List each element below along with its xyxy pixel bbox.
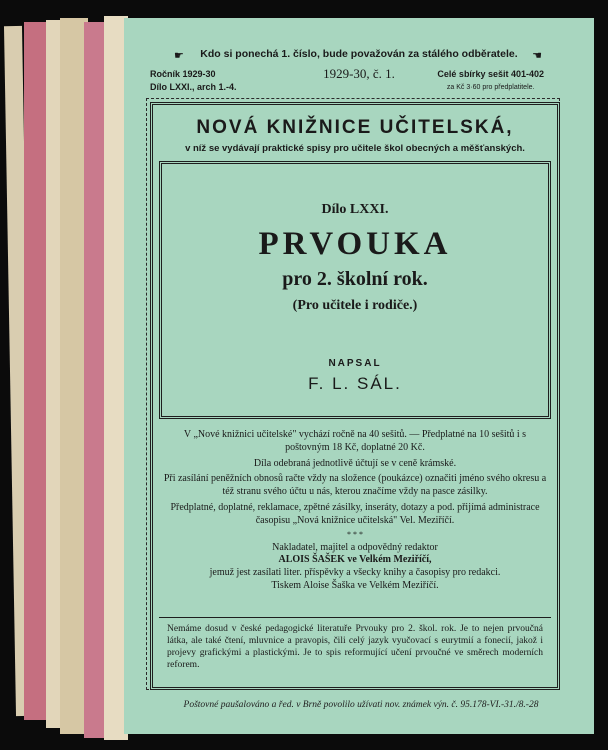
book-title: PRVOUKA xyxy=(258,226,452,262)
info-paragraph: Díla odebraná jednotlivě účtují se v ceně krámské. xyxy=(253,457,457,469)
title-box xyxy=(159,161,551,419)
part-label: Dílo LXXI., arch 1.-4. xyxy=(150,82,237,92)
publisher-note: jemuž jest zasílati liter. příspěvky a všecky knihy a časopisy pro redakci. xyxy=(209,567,501,579)
work-number: Dílo LXXI. xyxy=(321,202,389,217)
series-title: NOVÁ KNIŽNICE UČITELSKÁ, xyxy=(196,117,514,138)
book-description: Nemáme dosud v české pedagogické literatuře Prvouky pro 2. škol. rok. Je to nejen prvoučná látka, ale také čtení, mluvnice a pravopis, čili celý jazyk vyučovací s eurytmií a fonecií, jakož i projevy grafickými a plastickými. Je to spis reformující učení prvoučné ve směrech moderních reforem. xyxy=(167,624,543,670)
author-label: NAPSAL xyxy=(328,358,382,369)
asterism-ornament: * * * xyxy=(347,529,363,539)
collection-label: Celé sbírky sešit 401-402 xyxy=(437,69,544,79)
publisher-name: ALOIS ŠAŠEK ve Velkém Meziříčí, xyxy=(278,554,432,566)
subscription-notice: Kdo si ponechá 1. číslo, bude považován za stálého odběratele. xyxy=(200,48,518,60)
cover-frame xyxy=(150,102,560,690)
publisher-line: Nakladatel, majitel a odpovědný redaktor xyxy=(272,541,438,553)
collection-meta xyxy=(437,68,544,94)
price-note: za Kč 3·60 pro předplatitele. xyxy=(446,84,535,91)
info-paragraph: V „Nové knižnici učitelské" vychází ročně na 40 sešitů. — Předplatné na 10 sešitů i s poštovným 18 Kč, doplatné 20 Kč. xyxy=(183,429,527,453)
info-paragraph: Předplatné, doplatné, reklamace, zpětné zásilky, inseráty, dotazy a pod. přijímá administrace časopisu „Nová knižnice učitelská" Vel. Meziříčí. xyxy=(170,501,540,526)
pointing-hand-icon: ☛ xyxy=(174,50,184,62)
author-name: F. L. SÁL. xyxy=(308,374,402,393)
book-subtitle: pro 2. školní rok. xyxy=(282,268,428,290)
book-audience: (Pro učitele i rodiče.) xyxy=(292,298,418,313)
printer-line: Tiskem Aloise Šaška ve Velkém Meziříčí. xyxy=(271,579,439,591)
info-paragraph: Při zasílání peněžních obnosů račte vždy na složence (poukázce) označiti jméno svého okresu a též stranu svého účtu u nás, kterou značíme vždy na pasce zásilky. xyxy=(163,473,547,498)
booklet-cover xyxy=(124,18,594,734)
divider xyxy=(159,617,551,618)
postal-footer: Poštovné paušalováno a řed. v Brně povolilo užívati nov. známek výn. č. 95.178-VI.-31./8.-28 xyxy=(183,700,539,710)
issue-number: 1929-30, č. 1. xyxy=(323,66,395,81)
series-subtitle: v níž se vydávají praktické spisy pro učitele škol obecných a měšťanských. xyxy=(185,143,525,154)
subscription-info xyxy=(163,429,547,593)
pointing-hand-icon: ☚ xyxy=(532,50,542,62)
year-label: Ročník 1929-30 xyxy=(150,69,216,79)
